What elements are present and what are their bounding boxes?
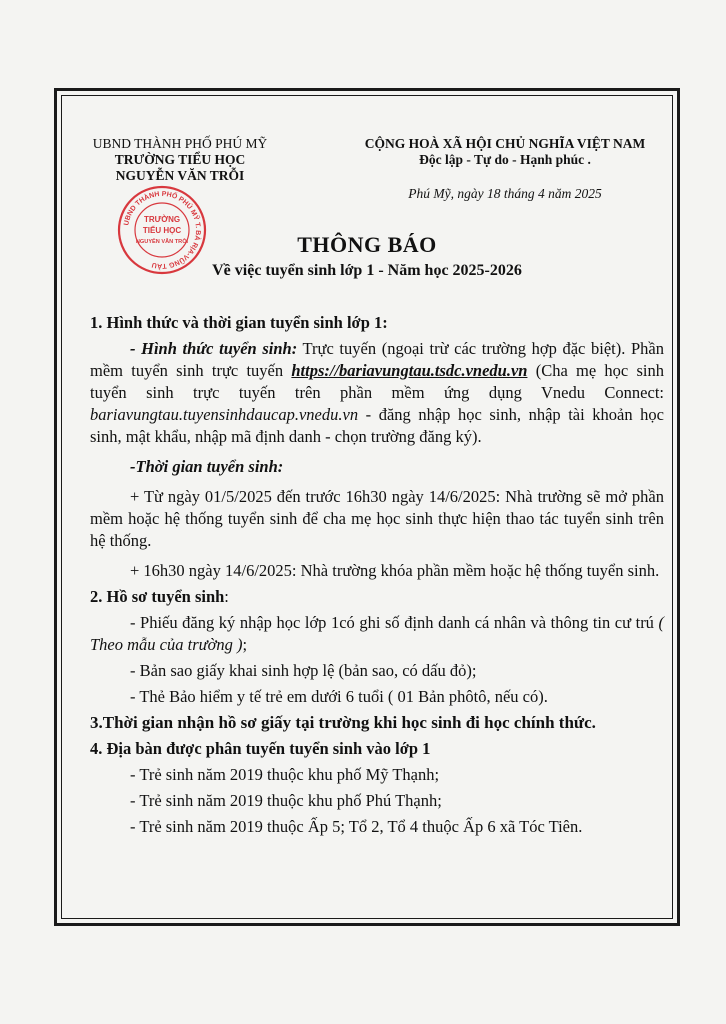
nation-title: CỘNG HOÀ XÃ HỘI CHỦ NGHĨA VIỆT NAM <box>364 136 646 151</box>
section1-time-item2: + 16h30 ngày 14/6/2025: Nhà trường khóa phần mềm hoặc hệ thống tuyển sinh. <box>130 561 660 580</box>
section1-form-paragraph <box>90 338 664 448</box>
registration-link[interactable]: https://bariavungtau.tsdc.vnedu.vn <box>291 361 528 380</box>
section4-item2: - Trẻ sinh năm 2019 thuộc khu phố Phú Thạnh; <box>130 791 442 810</box>
section2-heading: 2. Hồ sơ tuyển sinh <box>90 587 225 606</box>
section1-time-item1: + Từ ngày 01/5/2025 đến trước 16h30 ngày 14/6/2025: Nhà trường sẽ mở phần mềm hoặc hệ thống tuyển sinh để cha mẹ học sinh thực hiện thao tác tuyển sinh trên hệ thống. <box>90 487 664 550</box>
form-text1: Trực tuyến (ngoại trừ các trường hợp đặc biệt). Phần mềm tuyển sinh trực tuyến <box>90 339 664 380</box>
item1-note: ( Theo mẫu của trường ) <box>90 613 664 654</box>
stamp-center-line1: TRƯỜNG <box>143 215 181 224</box>
form-text2: (Cha mẹ học sinh tuyển sinh trực tuyến trên phần mềm ứng dụng Vnedu Connect: <box>90 361 664 402</box>
org-line1: UBND THÀNH PHỐ PHÚ MỸ <box>92 136 268 151</box>
section1-time-label: -Thời gian tuyển sinh: <box>130 457 284 476</box>
motto: Độc lập - Tự do - Hạnh phúc . <box>419 152 591 167</box>
form-label: - Hình thức tuyển sinh: <box>130 339 298 358</box>
stamp-center-line2: TIỂU HỌC <box>142 226 182 235</box>
stamp-center-line3: NGUYỄN VĂN TRỖI <box>135 239 189 245</box>
section4-heading: 4. Địa bàn được phân tuyến tuyển sinh vào lớp 1 <box>90 739 431 758</box>
section3-heading: 3.Thời gian nhận hồ sơ giấy tại trường khi học sinh đi học chính thức. <box>90 713 596 732</box>
date-line: Phú Mỹ, ngày 18 tháng 4 năm 2025 <box>408 186 602 201</box>
org-line3: NGUYỄN VĂN TRỖI <box>115 168 245 183</box>
section2-item1 <box>90 612 664 656</box>
item1-text: - Phiếu đăng ký nhập học lớp 1có ghi số định danh cá nhân và thông tin cư trú <box>130 613 659 632</box>
form-text3: - đăng nhập học sinh, nhập tài khoản học sinh, mật khẩu, nhập mã định danh - chọn trường đăng ký). <box>90 405 664 446</box>
section2-item2: - Bản sao giấy khai sinh hợp lệ (bản sao, có dấu đỏ); <box>130 661 477 680</box>
stamp-ring-text: UBND THÀNH PHỐ PHÚ MỸ T. BÀ RỊA-VŨNG TÀU <box>123 190 202 270</box>
item1-end: ; <box>242 635 248 654</box>
section1-heading: 1. Hình thức và thời gian tuyển sinh lớp 1: <box>90 313 388 332</box>
page-subtitle: Về việc tuyển sinh lớp 1 - Năm học 2025-2026 <box>212 262 522 279</box>
section2-item3: - Thẻ Bảo hiểm y tế trẻ em dưới 6 tuổi ( 01 Bản phôtô, nếu có). <box>130 687 548 706</box>
section4-item3: - Trẻ sinh năm 2019 thuộc Ấp 5; Tổ 2, Tổ 4 thuộc Ấp 6 xã Tóc Tiên. <box>130 817 583 836</box>
page-title: THÔNG BÁO <box>297 232 437 257</box>
section2-heading-line <box>90 586 664 608</box>
org-line2: TRƯỜNG TIỂU HỌC <box>114 152 246 167</box>
app-link[interactable]: bariavungtau.tuyensinhdaucap.vnedu.vn <box>90 405 359 424</box>
section2-colon: : <box>224 587 229 606</box>
section4-item1: - Trẻ sinh năm 2019 thuộc khu phố Mỹ Thạnh; <box>130 765 440 784</box>
document-body <box>90 310 664 838</box>
